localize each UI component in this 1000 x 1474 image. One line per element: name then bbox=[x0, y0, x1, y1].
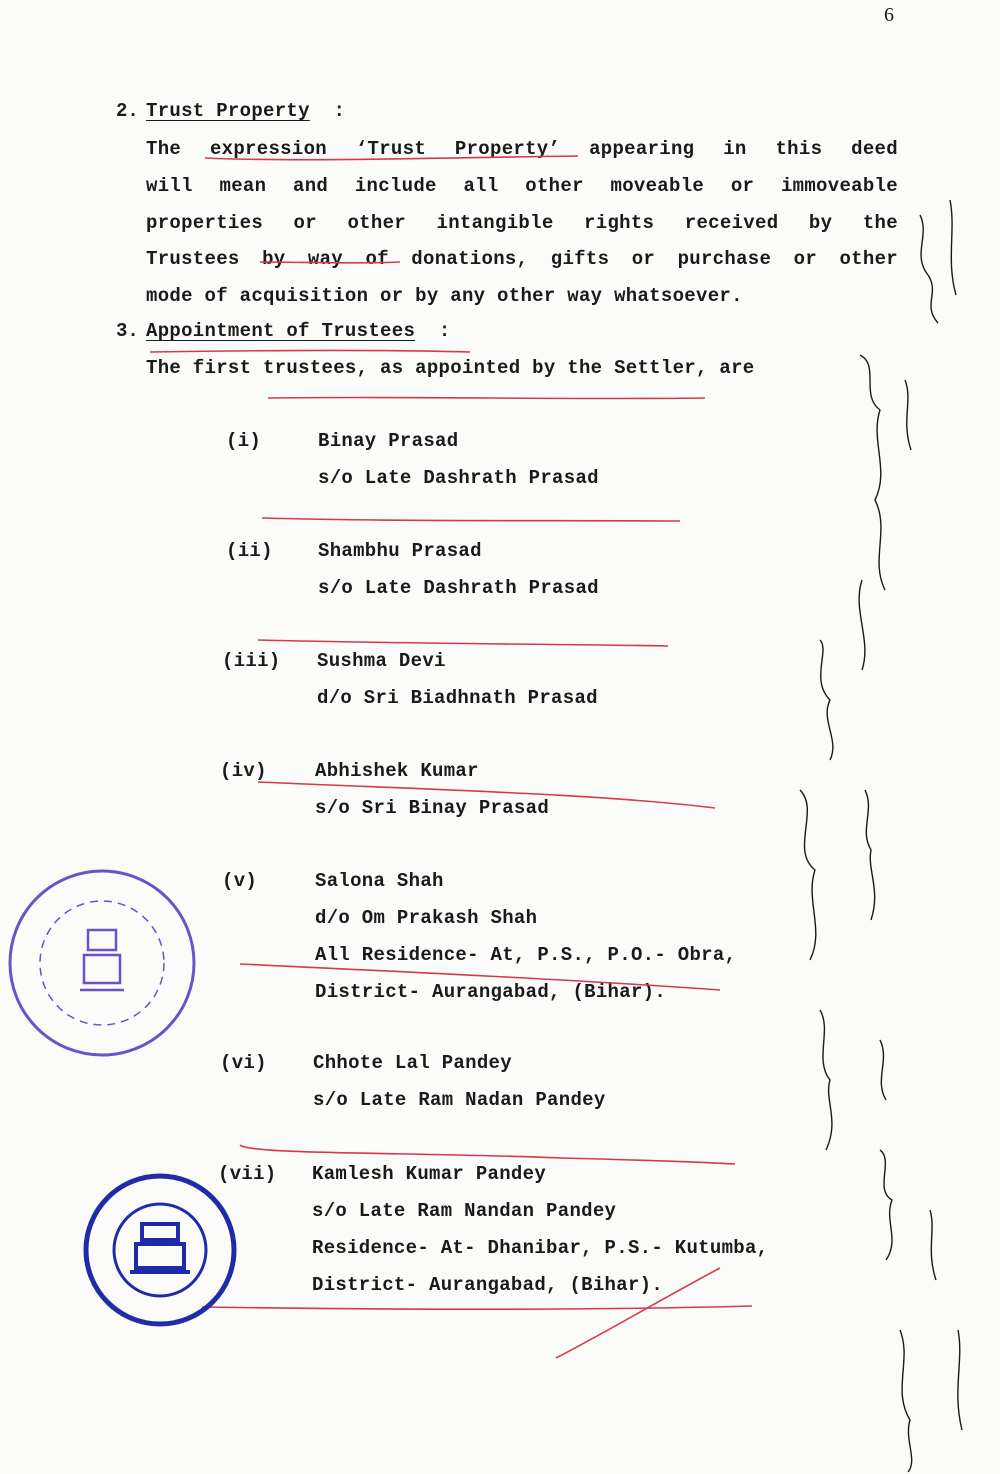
trustee-detail: s/o Late Ram Nandan Pandey bbox=[312, 1200, 617, 1222]
word: Property’ bbox=[454, 138, 561, 160]
trustee-detail: District- Aurangabad, (Bihar). bbox=[312, 1274, 664, 1296]
trustee-name: Salona Shah bbox=[315, 870, 444, 892]
trustee-detail: s/o Sri Binay Prasad bbox=[315, 797, 550, 819]
section3-heading: Appointment of Trustees bbox=[146, 320, 416, 342]
word: immoveable bbox=[780, 175, 898, 197]
registration-stamp bbox=[86, 1176, 234, 1324]
word: or bbox=[631, 248, 656, 270]
trustee-name: Sushma Devi bbox=[317, 650, 446, 672]
margin-signatures bbox=[800, 200, 962, 1472]
trustee-detail: s/o Late Ram Nadan Pandey bbox=[313, 1089, 606, 1111]
word: received bbox=[684, 212, 779, 234]
trustee-name: Binay Prasad bbox=[318, 430, 459, 452]
word: The bbox=[146, 138, 182, 160]
trustee-number: (v) bbox=[222, 870, 258, 892]
word: this bbox=[775, 138, 823, 160]
word: expression bbox=[209, 138, 327, 160]
trustee-name: Kamlesh Kumar Pandey bbox=[312, 1163, 547, 1185]
trustee-detail: d/o Om Prakash Shah bbox=[315, 907, 538, 929]
word: Trustees bbox=[146, 248, 240, 270]
word: all bbox=[463, 175, 499, 197]
trustee-number: (iii) bbox=[222, 650, 281, 672]
word: rights bbox=[584, 212, 655, 234]
trustee-number: (i) bbox=[226, 430, 262, 452]
section3-colon: : bbox=[438, 320, 451, 342]
trustee-number: (vii) bbox=[218, 1163, 277, 1185]
word: purchase bbox=[677, 248, 772, 270]
word: include bbox=[354, 175, 437, 197]
word: mean bbox=[219, 175, 267, 197]
word: properties bbox=[146, 212, 264, 234]
trustee-name: Shambhu Prasad bbox=[318, 540, 482, 562]
trustee-detail: All Residence- At, P.S., P.O.- Obra, bbox=[315, 944, 737, 966]
word: gifts bbox=[550, 248, 610, 270]
trustee-number: (vi) bbox=[220, 1052, 267, 1074]
word: will bbox=[146, 175, 193, 197]
trustee-detail: Residence- At- Dhanibar, P.S.- Kutumba, bbox=[312, 1237, 769, 1259]
word: by bbox=[808, 212, 833, 234]
office-round-stamp bbox=[10, 871, 194, 1055]
word: deed bbox=[851, 138, 898, 160]
word: and bbox=[293, 175, 329, 197]
word: the bbox=[862, 212, 898, 234]
page-number: 6 bbox=[884, 4, 894, 26]
word: intangible bbox=[436, 212, 554, 234]
section3-number: 3. bbox=[116, 320, 139, 342]
section2-number: 2. bbox=[116, 100, 139, 122]
trustee-number: (iv) bbox=[220, 760, 267, 782]
trustee-detail: d/o Sri Biadhnath Prasad bbox=[317, 687, 598, 709]
word: other bbox=[525, 175, 584, 197]
section2-last-line: mode of acquisition or by any other way whatsoever. bbox=[146, 285, 743, 307]
trustee-detail: District- Aurangabad, (Bihar). bbox=[315, 981, 667, 1003]
word: or bbox=[293, 212, 317, 234]
section2-heading: Trust Property bbox=[146, 100, 310, 122]
word: other bbox=[839, 248, 898, 270]
word: by bbox=[262, 248, 286, 270]
word: moveable bbox=[610, 175, 705, 197]
word: or bbox=[730, 175, 755, 197]
word: donations, bbox=[411, 248, 529, 270]
trustee-detail: s/o Late Dashrath Prasad bbox=[318, 467, 599, 489]
word: way bbox=[307, 248, 344, 270]
word: of bbox=[365, 248, 389, 270]
word: in bbox=[723, 138, 747, 160]
section2-colon: : bbox=[333, 100, 346, 122]
red-pen-marks bbox=[150, 156, 755, 1358]
word: or bbox=[793, 248, 818, 270]
word: appearing bbox=[589, 138, 695, 160]
section3-intro: The first trustees, as appointed by the Settler, are bbox=[146, 357, 755, 379]
word: other bbox=[347, 212, 406, 234]
word: ‘Trust bbox=[355, 138, 427, 160]
trustee-name: Abhishek Kumar bbox=[315, 760, 479, 782]
trustee-number: (ii) bbox=[226, 540, 273, 562]
trustee-detail: s/o Late Dashrath Prasad bbox=[318, 577, 599, 599]
trustee-name: Chhote Lal Pandey bbox=[313, 1052, 512, 1074]
